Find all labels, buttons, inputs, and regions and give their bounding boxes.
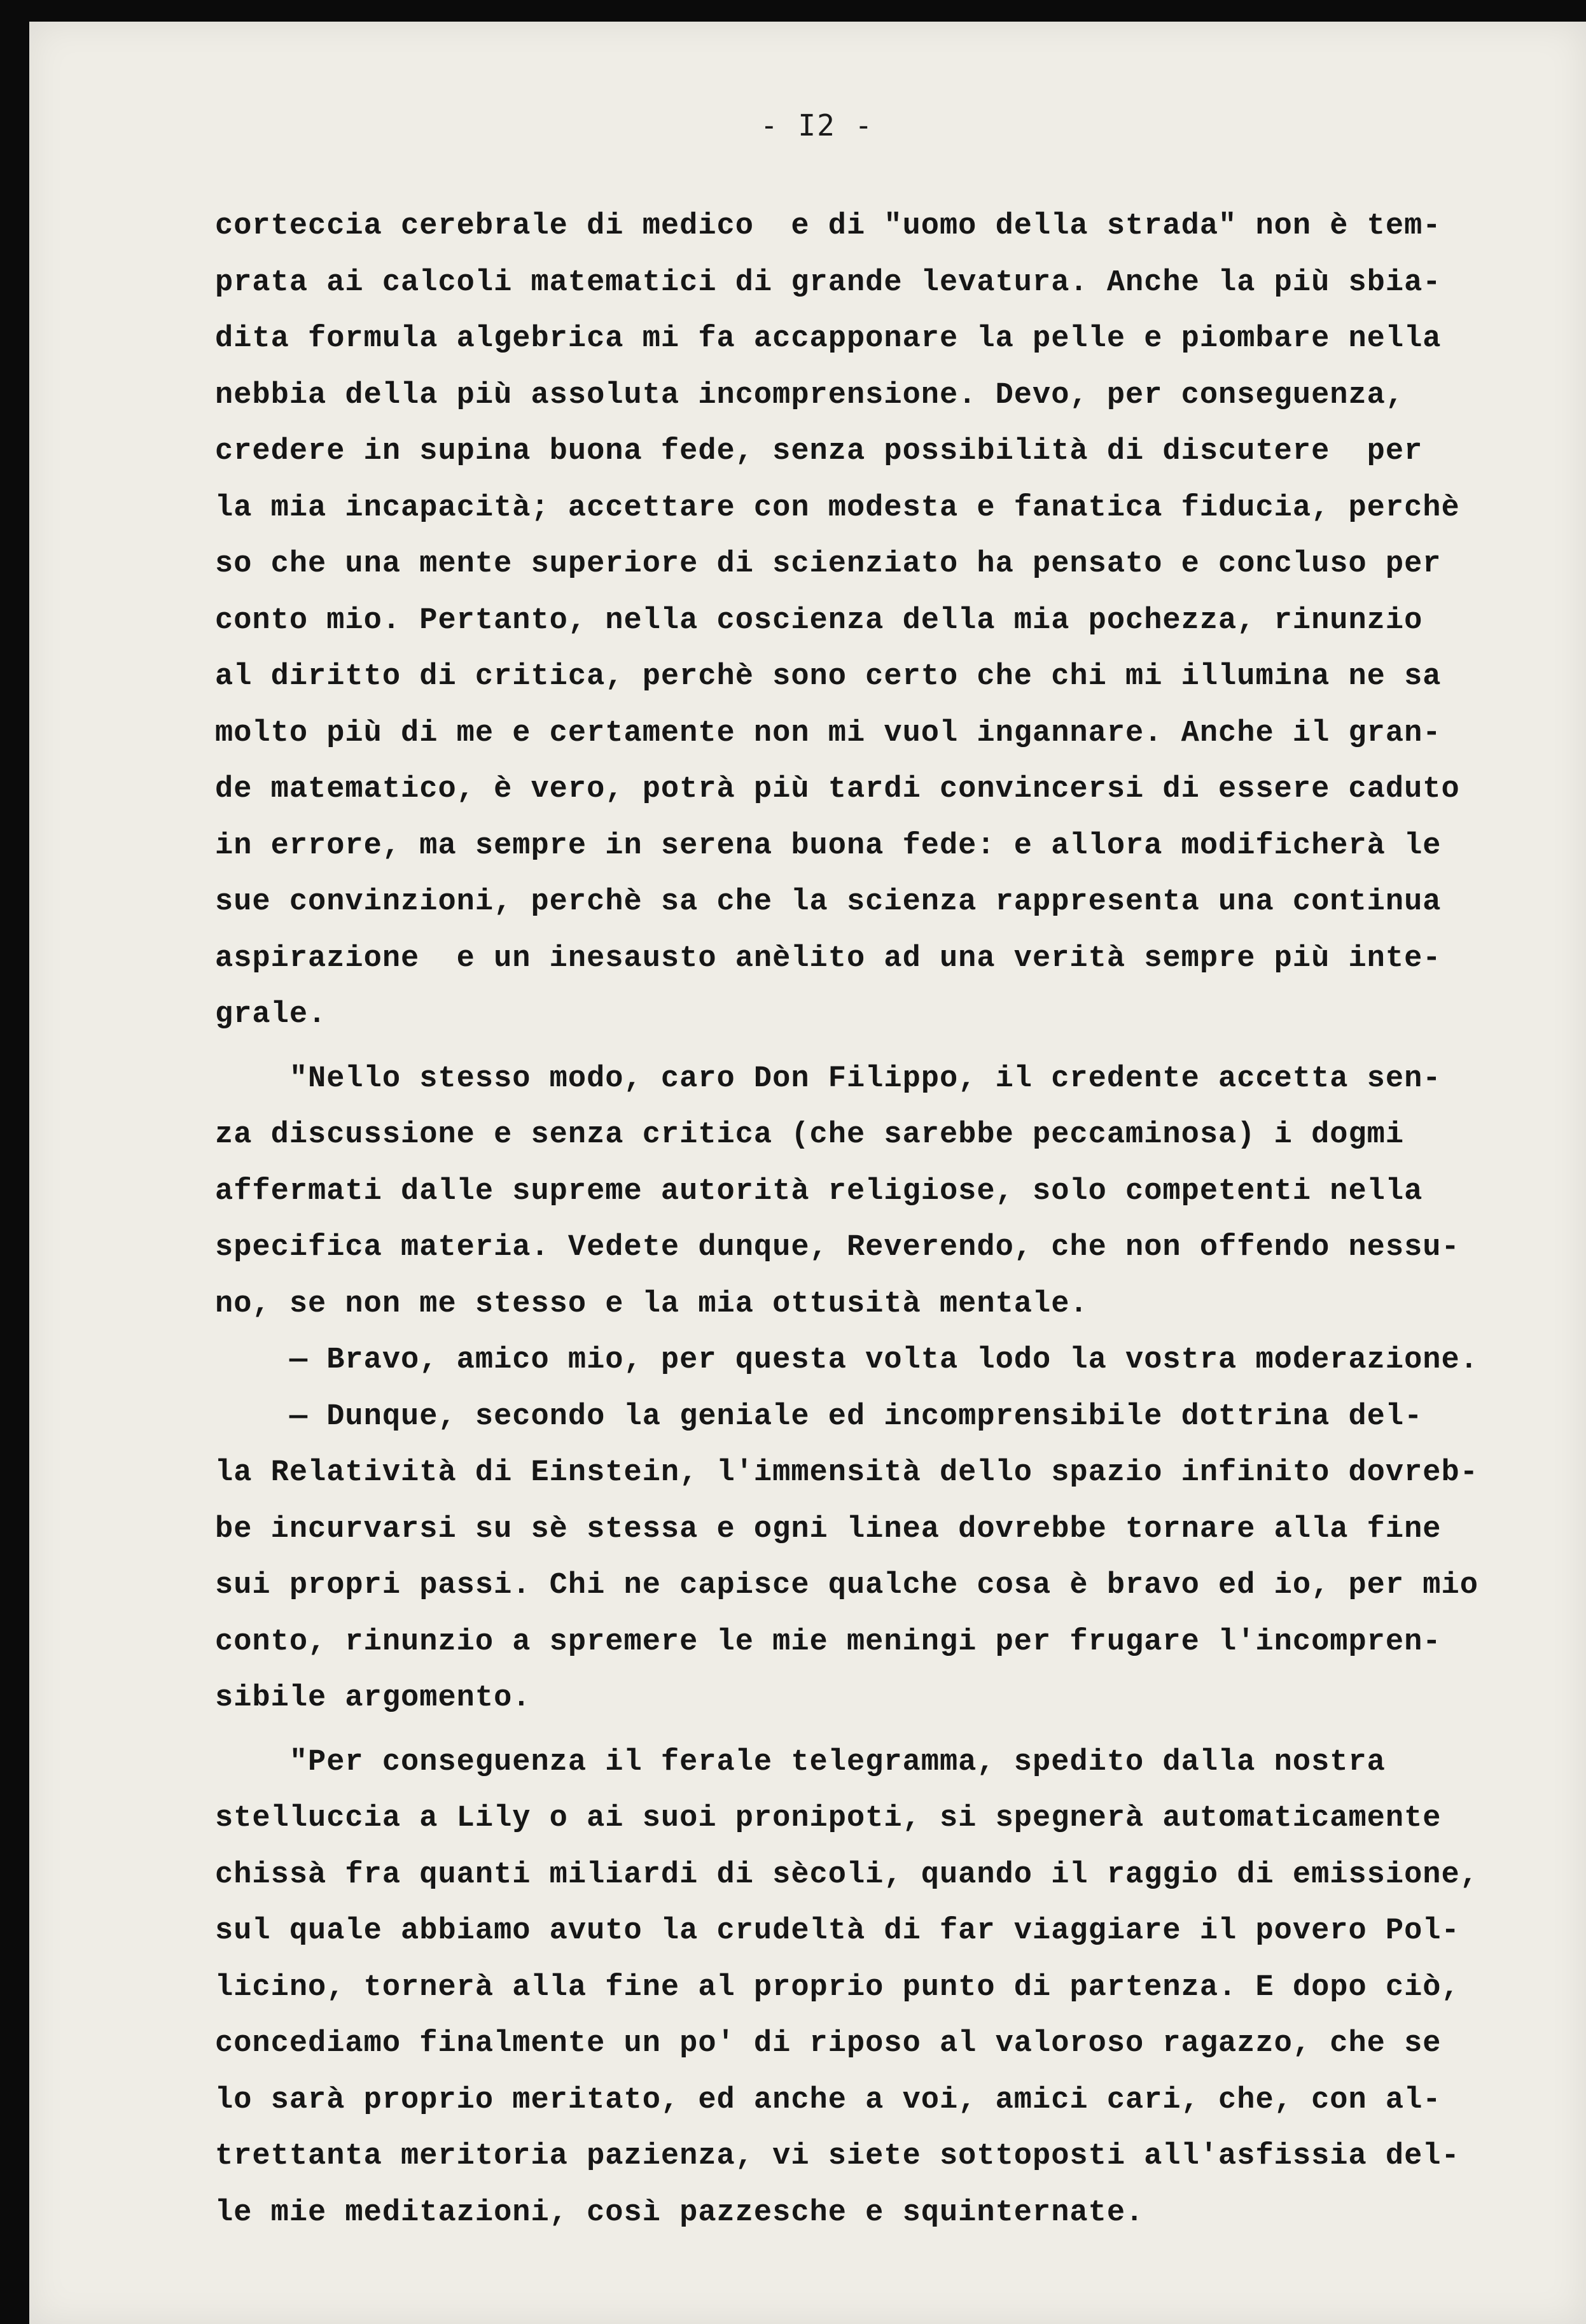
text-line: sul quale abbiamo avuto la crudeltà di far viaggiare il povero Pol- xyxy=(215,1914,1460,1948)
text-line: sibile argomento. xyxy=(215,1681,531,1715)
text-line: prata ai calcoli matematici di grande levatura. Anche la più sbia- xyxy=(215,265,1442,300)
text-line: specifica materia. Vedete dunque, Reverendo, che non offendo nessu- xyxy=(215,1231,1460,1264)
text-line: chissà fra quanti miliardi di sècoli, quando il raggio di emissione, xyxy=(215,1858,1478,1892)
text-line: credere in supina buona fede, senza possibilità di discutere per xyxy=(215,435,1423,468)
text-line: grale. xyxy=(215,998,327,1032)
body-text xyxy=(215,199,1551,2241)
text-line: nebbia della più assoluta incomprensione. Devo, per conseguenza, xyxy=(215,378,1405,412)
text-line: conto mio. Pertanto, nella coscienza della mia pochezza, rinunzio xyxy=(215,603,1423,638)
text-line: le mie meditazioni, così pazzesche e squinternate. xyxy=(215,2195,1144,2230)
text-line: de matematico, è vero, potrà più tardi convincersi di essere caduto xyxy=(215,773,1460,806)
page-number: - I2 - xyxy=(760,108,874,143)
text-line: sue convinzioni, perchè sa che la scienza rappresenta una continua xyxy=(215,885,1442,919)
text-line: la mia incapacità; accettare con modesta e fanatica fiducia, perchè xyxy=(215,491,1460,525)
text-line: al diritto di critica, perchè sono certo che chi mi illumina ne sa xyxy=(215,660,1442,694)
text-line: dita formula algebrica mi fa accapponare la pelle e piombare nella xyxy=(215,322,1442,356)
text-line: conto, rinunzio a spremere le mie meningi per frugare l'incompren- xyxy=(215,1625,1442,1659)
text-line: aspirazione e un inesausto anèlito ad una verità sempre più inte- xyxy=(215,941,1442,976)
text-line: stelluccia a Lily o ai suoi pronipoti, si spegnerà automaticamente xyxy=(215,1802,1442,1835)
text-line: be incurvarsi su sè stessa e ogni linea dovrebbe tornare alla fine xyxy=(215,1512,1442,1546)
text-line: trettanta meritoria pazienza, vi siete sottoposti all'asfissia del- xyxy=(215,2139,1460,2173)
text-line: "Nello stesso modo, caro Don Filippo, il credente accetta sen- xyxy=(215,1061,1442,1096)
text-line: corteccia cerebrale di medico e di "uomo della strada" non è tem- xyxy=(215,209,1442,243)
text-line: sui propri passi. Chi ne capisce qualche cosa è bravo ed io, per mio xyxy=(215,1569,1478,1602)
text-line: za discussione e senza critica (che sarebbe peccaminosa) i dogmi xyxy=(215,1118,1405,1152)
text-line: lo sarà proprio meritato, ed anche a voi, amici cari, che, con al- xyxy=(215,2083,1442,2117)
text-line: "Per conseguenza il ferale telegramma, spedito dalla nostra xyxy=(215,1745,1386,1779)
text-line: in errore, ma sempre in serena buona fede: e allora modificherà le xyxy=(215,829,1442,863)
text-line: — Bravo, amico mio, per questa volta lodo la vostra moderazione. xyxy=(215,1343,1478,1377)
text-line: — Dunque, secondo la geniale ed incomprensibile dottrina del- xyxy=(215,1399,1423,1434)
text-line: no, se non me stesso e la mia ottusità mentale. xyxy=(215,1287,1089,1321)
text-line: molto più di me e certamente non mi vuol ingannare. Anche il gran- xyxy=(215,716,1442,750)
text-line: so che una mente superiore di scienziato ha pensato e concluso per xyxy=(215,547,1442,581)
text-line: concediamo finalmente un po' di riposo al valoroso ragazzo, che se xyxy=(215,2027,1442,2061)
text-line: la Relatività di Einstein, l'immensità dello spazio infinito dovreb- xyxy=(215,1456,1478,1490)
text-line: licino, tornerà alla fine al proprio punto di partenza. E dopo ciò, xyxy=(215,1970,1460,2005)
text-line: affermati dalle supreme autorità religiose, solo competenti nella xyxy=(215,1174,1423,1208)
